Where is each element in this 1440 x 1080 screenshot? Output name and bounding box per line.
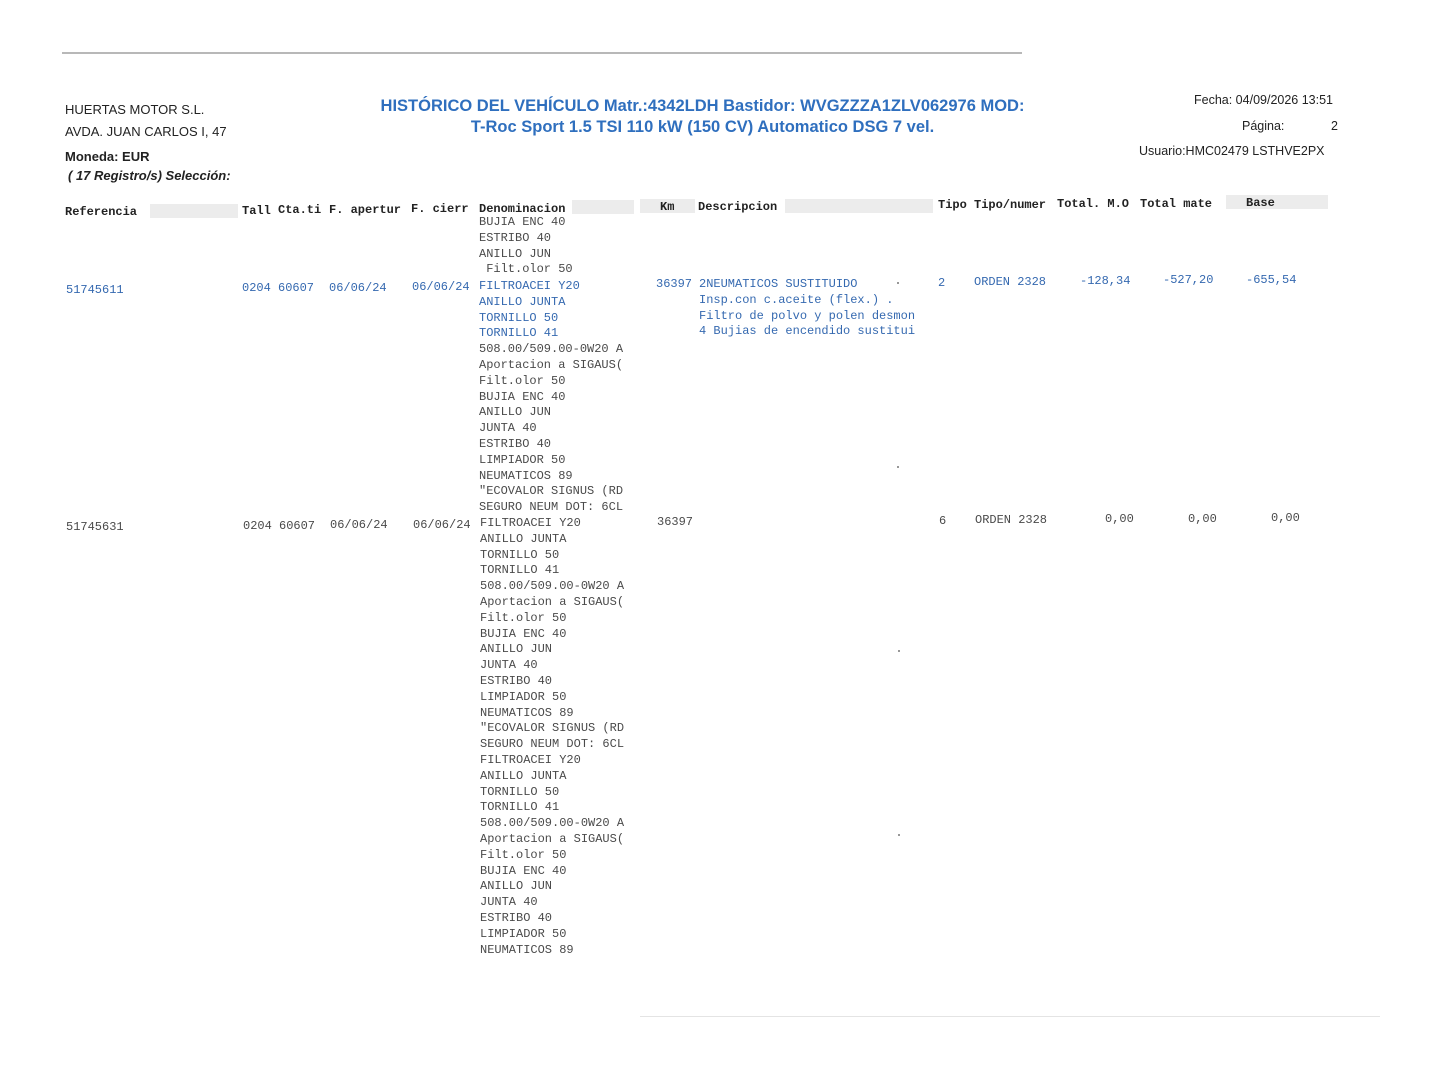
descripcion-line: 4 Bujias de encendido sustitui [699,324,916,339]
top-divider [62,52,1022,54]
page-label: Página: [1242,119,1285,133]
denominacion-line: JUNTA 40 [479,421,537,436]
title-line-1: HISTÓRICO DEL VEHÍCULO Matr.:4342LDH Bastidor: WVGZZZA1ZLV062976 MOD: [380,97,1025,115]
record-1-total-mo: -128,34 [1080,274,1131,288]
record-1-referencia: 51745611 [66,283,124,297]
col-f-cierre: F. cierr [411,202,469,216]
header-shade [1226,195,1328,209]
denominacion-line: ANILLO JUNTA [479,294,566,309]
record-2-km: 36397 [657,515,694,529]
record-1-denominacion [479,279,623,516]
denominacion-line: ANILLO JUN [480,642,553,657]
denominacion-line: TORNILLO 50 [479,310,559,325]
denominacion-line: Aportacion a SIGAUS( [480,831,625,846]
report-date: Fecha: 04/09/2026 13:51 [1194,93,1334,107]
record-1-total-material: -527,20 [1163,273,1214,287]
record-2-total-mo: 0,00 [1105,512,1134,526]
denominacion-line: ESTRIBO 40 [479,436,552,451]
denominacion-line: Filt.olor 50 [479,373,566,388]
currency-label: Moneda: EUR [65,149,150,164]
col-tipo: Tipo [938,198,967,212]
scan-speck [898,834,900,836]
report-title [370,96,1035,138]
denominacion-line: FILTROACEI Y20 [479,279,580,293]
title-line-2: T-Roc Sport 1.5 TSI 110 kW (150 CV) Automatico DSG 7 vel. [470,118,935,136]
denominacion-line: BUJIA ENC 40 [480,626,567,641]
denominacion-line: FILTROACEI Y20 [480,516,581,530]
record-1-tall: 0204 [242,281,271,295]
denominacion-line: TORNILLO 50 [480,547,560,562]
col-total-material: Total mate [1140,197,1213,211]
denominacion-line: 508.00/509.00-0W20 A [480,579,625,594]
record-2-referencia: 51745631 [66,520,124,534]
denominacion-line: ESTRIBO 40 [479,230,552,245]
denominacion-line: ANILLO JUNTA [480,768,567,783]
bottom-divider [640,1016,1380,1017]
denominacion-line: BUJIA ENC 40 [480,863,567,878]
denominacion-line: NEUMATICOS 89 [480,942,574,957]
denominacion-line: NEUMATICOS 89 [479,468,573,483]
denominacion-line: SEGURO NEUM DOT: 6CL [479,500,624,515]
col-descripcion: Descripcion [698,200,778,214]
col-tall: Tall [242,204,271,218]
record-1-tipo-numero: ORDEN 2328 [974,275,1047,289]
denominacion-line: TORNILLO 41 [479,326,559,341]
col-denominacion: Denominacion [479,202,566,216]
col-tipo-numero: Tipo/numer [974,198,1047,212]
denominacion-line: JUNTA 40 [480,895,538,910]
records-selection: ( 17 Registro/s) Selección: [68,168,231,183]
descripcion-line: 2NEUMATICOS SUSTITUIDO [699,277,858,291]
denominacion-line: ANILLO JUNTA [480,531,567,546]
record-2-denominacion [480,516,624,958]
record-1-f-apertura: 06/06/24 [329,281,387,295]
denominacion-line: NEUMATICOS 89 [480,705,574,720]
user-id: Usuario:HMC02479 LSTHVE2PX [1139,144,1325,158]
denominacion-line: LIMPIADOR 50 [480,926,567,941]
denominacion-line: LIMPIADOR 50 [480,689,567,704]
scan-speck [897,282,899,284]
scan-speck [898,650,900,652]
record-2-tipo-numero: ORDEN 2328 [975,513,1048,527]
descripcion-line: Filtro de polvo y polen desmon [699,308,916,323]
record-1-descripcion [699,277,915,340]
col-f-apertura: F. apertur [329,203,402,217]
denominacion-line: ANILLO JUN [480,879,553,894]
denominacion-line: Filt.olor 50 [479,262,573,277]
record-2-total-material: 0,00 [1188,512,1217,526]
record-2-f-apertura: 06/06/24 [330,518,388,532]
denominacion-line: "ECOVALOR SIGNUS (RD [479,484,624,499]
denominacion-line: ESTRIBO 40 [480,910,553,925]
denominacion-line: LIMPIADOR 50 [479,452,566,467]
denominacion-line: BUJIA ENC 40 [479,389,566,404]
denominacion-line: ANILLO JUN [479,246,552,261]
denominacion-line: TORNILLO 41 [480,563,560,578]
denominacion-line: SEGURO NEUM DOT: 6CL [480,737,625,752]
record-2-tall: 0204 [243,519,272,533]
denominacion-line: Aportacion a SIGAUS( [480,594,625,609]
col-cta: Cta.ti [278,203,322,217]
denominacion-line: 508.00/509.00-0W20 A [480,816,625,831]
company-address: AVDA. JUAN CARLOS I, 47 [65,124,227,139]
col-base: Base [1246,196,1275,210]
record-1-tipo: 2 [938,276,946,290]
denominacion-line: ANILLO JUN [479,405,552,420]
record-1-f-cierre: 06/06/24 [412,280,470,294]
col-km: Km [660,200,675,214]
denominacion-line: TORNILLO 50 [480,784,560,799]
descripcion-line: Insp.con c.aceite (flex.) . [699,292,894,307]
record-2-tipo: 6 [939,514,947,528]
col-total-mo: Total. M.O [1057,197,1130,211]
denominacion-line: 508.00/509.00-0W20 A [479,342,624,357]
record-2-cta: 60607 [279,519,316,533]
col-referencia: Referencia [65,205,138,219]
denominacion-line: JUNTA 40 [480,658,538,673]
denominacion-line: TORNILLO 41 [480,800,560,815]
record-1-km: 36397 [656,277,693,291]
denominacion-line: Aportacion a SIGAUS( [479,357,624,372]
denominacion-line: FILTROACEI Y20 [480,752,581,767]
header-shade [785,199,933,213]
page-number: 2 [1331,119,1338,133]
header-shade [150,204,238,218]
denominacion-line: Filt.olor 50 [480,847,567,862]
record-1-cta: 60607 [278,281,315,295]
denominacion-line: Filt.olor 50 [480,610,567,625]
header-shade [572,200,634,214]
record-2-f-cierre: 06/06/24 [413,518,471,532]
record-2-base: 0,00 [1271,511,1300,525]
scan-speck [897,466,899,468]
carryover-denominacion [479,215,573,278]
company-name: HUERTAS MOTOR S.L. [65,102,205,117]
denominacion-line: "ECOVALOR SIGNUS (RD [480,721,625,736]
denominacion-line: ESTRIBO 40 [480,673,553,688]
record-1-base: -655,54 [1246,273,1297,287]
denominacion-line: BUJIA ENC 40 [479,215,566,229]
